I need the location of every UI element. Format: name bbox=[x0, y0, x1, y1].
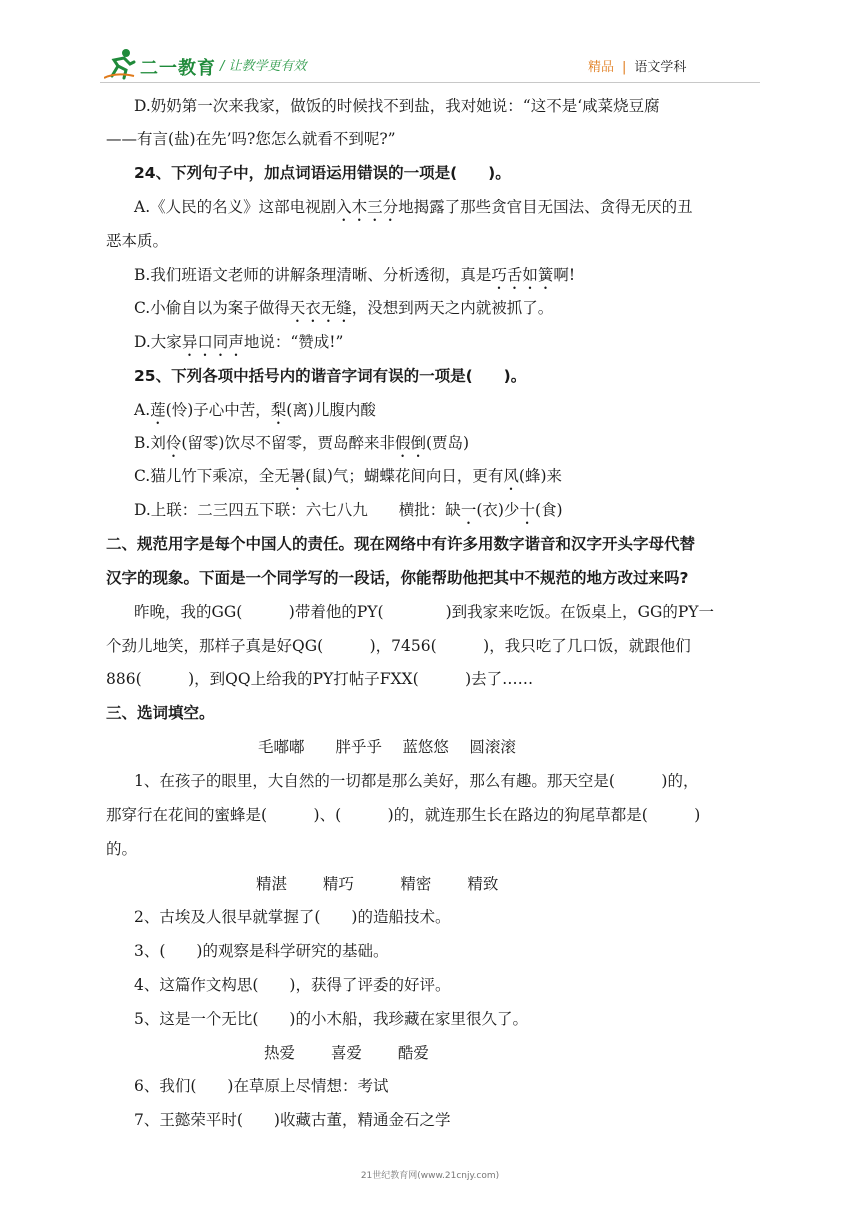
text-line: 昨晚，我的GG( )带着他的PY( )到我家来吃饭。在饭桌上，GG的PY一 bbox=[134, 603, 715, 621]
emphasized-word: 一 bbox=[460, 501, 477, 519]
text-line bbox=[134, 265, 860, 293]
text-line: 二、规范用字是每个中国人的责任。现在网络中有许多用数字谐音和汉字开头字母代替 bbox=[106, 535, 696, 553]
text-line: 4、这篇作文构思( )，获得了评委的好评。 bbox=[134, 976, 451, 994]
page-footer: 21世纪教育网(www.21cnjy.com) bbox=[360, 1171, 500, 1181]
emphasized-word: 暑 bbox=[289, 467, 306, 485]
text-line: 1、在孩子的眼里，大自然的一切都是那么美好，那么有趣。那天空是( )的， bbox=[134, 772, 699, 790]
text-segment: ，没想到两天之内就被抓了。 bbox=[351, 299, 554, 317]
text-segment: B.刘 bbox=[134, 434, 166, 452]
text-segment: (鼠)气；蝴蝶花间向日，更有 bbox=[305, 467, 504, 485]
text-segment: 啊! bbox=[553, 266, 576, 284]
text-line bbox=[134, 298, 860, 326]
text-line bbox=[134, 332, 860, 360]
text-line: 24、下列句子中，加点词语运用错误的一项是( )。 bbox=[134, 164, 511, 182]
text-line: 热爱 喜爱 酷爱 bbox=[264, 1044, 429, 1062]
text-segment: (食) bbox=[534, 501, 563, 519]
text-line: ——有言(盐)在先’吗?您怎么就看不到呢?” bbox=[106, 130, 396, 148]
text-line bbox=[134, 466, 860, 494]
emphasized-word: 梨 bbox=[270, 401, 287, 419]
text-segment: (蜂)来 bbox=[518, 467, 562, 485]
emphasized-word: 入木三分 bbox=[336, 198, 399, 216]
text-line: 三、选词填空。 bbox=[106, 704, 215, 722]
emphasized-word: 伶 bbox=[165, 434, 182, 452]
text-line: 恶本质。 bbox=[106, 232, 169, 250]
runner-logo-icon bbox=[104, 48, 138, 80]
text-segment: (贾岛) bbox=[425, 434, 470, 452]
text-line: D.奶奶第一次来我家，做饭的时候找不到盐，我对她说：“这不是‘咸菜烧豆腐 bbox=[134, 97, 660, 115]
text-line: 6、我们( )在草原上尽情想：考试 bbox=[134, 1077, 389, 1095]
subject-label: 语文学科 bbox=[634, 60, 687, 75]
page-header bbox=[0, 0, 860, 90]
text-segment: (离)儿腹内酸 bbox=[286, 401, 376, 419]
header-separator: | bbox=[622, 60, 627, 75]
text-segment: A.《人民的名义》这部电视剧 bbox=[134, 198, 337, 216]
text-line: 25、下列各项中括号内的谐音字词有误的一项是( )。 bbox=[134, 367, 527, 385]
emphasized-word: 风 bbox=[503, 467, 519, 485]
text-line: 那穿行在花间的蜜蜂是( )、( )的，就连那生长在路边的狗尾草都是( ) bbox=[106, 806, 701, 824]
text-segment: (衣)少 bbox=[476, 501, 520, 519]
text-line: 的。 bbox=[106, 840, 138, 858]
text-segment: A. bbox=[134, 401, 151, 419]
text-segment: C.猫儿竹下乘凉，全无 bbox=[134, 467, 290, 485]
text-line: 2、古埃及人很早就掌握了( )的造船技术。 bbox=[134, 908, 451, 926]
text-segment: B.我们班语文老师的讲解条理清晰、分析透彻，真是 bbox=[134, 266, 492, 284]
logo-text: 二一教育 bbox=[140, 58, 216, 79]
header-right bbox=[588, 56, 686, 75]
header-divider bbox=[100, 82, 760, 83]
text-line: 7、王懿荣平时( )收藏古董，精通金石之学 bbox=[134, 1111, 451, 1129]
text-line: 886( )，到QQ上给我的PY打帖子FXX( )去了…… bbox=[106, 670, 534, 688]
text-line: 精湛 精巧 精密 精致 bbox=[256, 875, 499, 893]
text-line bbox=[134, 400, 860, 428]
text-line bbox=[134, 197, 860, 225]
text-segment: C.小偷自以为案子做得 bbox=[134, 299, 290, 317]
text-segment: (留零)饮尽不留零，贾岛醉来非 bbox=[181, 434, 395, 452]
text-segment: 地揭露了那些贪官目无国法、贪得无厌的丑 bbox=[398, 198, 693, 216]
emphasized-word: 天衣无缝 bbox=[289, 299, 352, 317]
text-segment: D.大家 bbox=[134, 333, 182, 351]
emphasized-word: 异口同声 bbox=[181, 333, 244, 351]
emphasized-word: 莲 bbox=[150, 401, 166, 419]
text-line: 5、这是一个无比( )的小木船，我珍藏在家里很久了。 bbox=[134, 1010, 528, 1028]
text-line: 毛嘟嘟 胖乎乎 蓝悠悠 圆滚滚 bbox=[258, 738, 516, 756]
text-line: 3、( )的观察是科学研究的基础。 bbox=[134, 942, 389, 960]
emphasized-word: 假倒 bbox=[394, 434, 426, 452]
text-segment: D.上联：二三四五下联：六七八九 横批：缺 bbox=[134, 501, 461, 519]
slogan: / 让教学更有效 bbox=[220, 59, 307, 74]
emphasized-word: 巧舌如簧 bbox=[491, 266, 554, 284]
text-line bbox=[134, 433, 860, 461]
quality-label: 精品 bbox=[588, 60, 615, 75]
text-segment: 地说：“赞成!” bbox=[243, 333, 344, 351]
text-line bbox=[134, 500, 860, 528]
text-line: 汉字的现象。下面是一个同学写的一段话，你能帮助他把其中不规范的地方改过来吗? bbox=[106, 569, 689, 587]
text-line: 个劲儿地笑，那样子真是好QG( )，7456( )，我只吃了几口饭，就跟他们 bbox=[106, 637, 691, 655]
emphasized-word: 十 bbox=[519, 501, 535, 519]
text-segment: (怜)子心中苦， bbox=[165, 401, 271, 419]
